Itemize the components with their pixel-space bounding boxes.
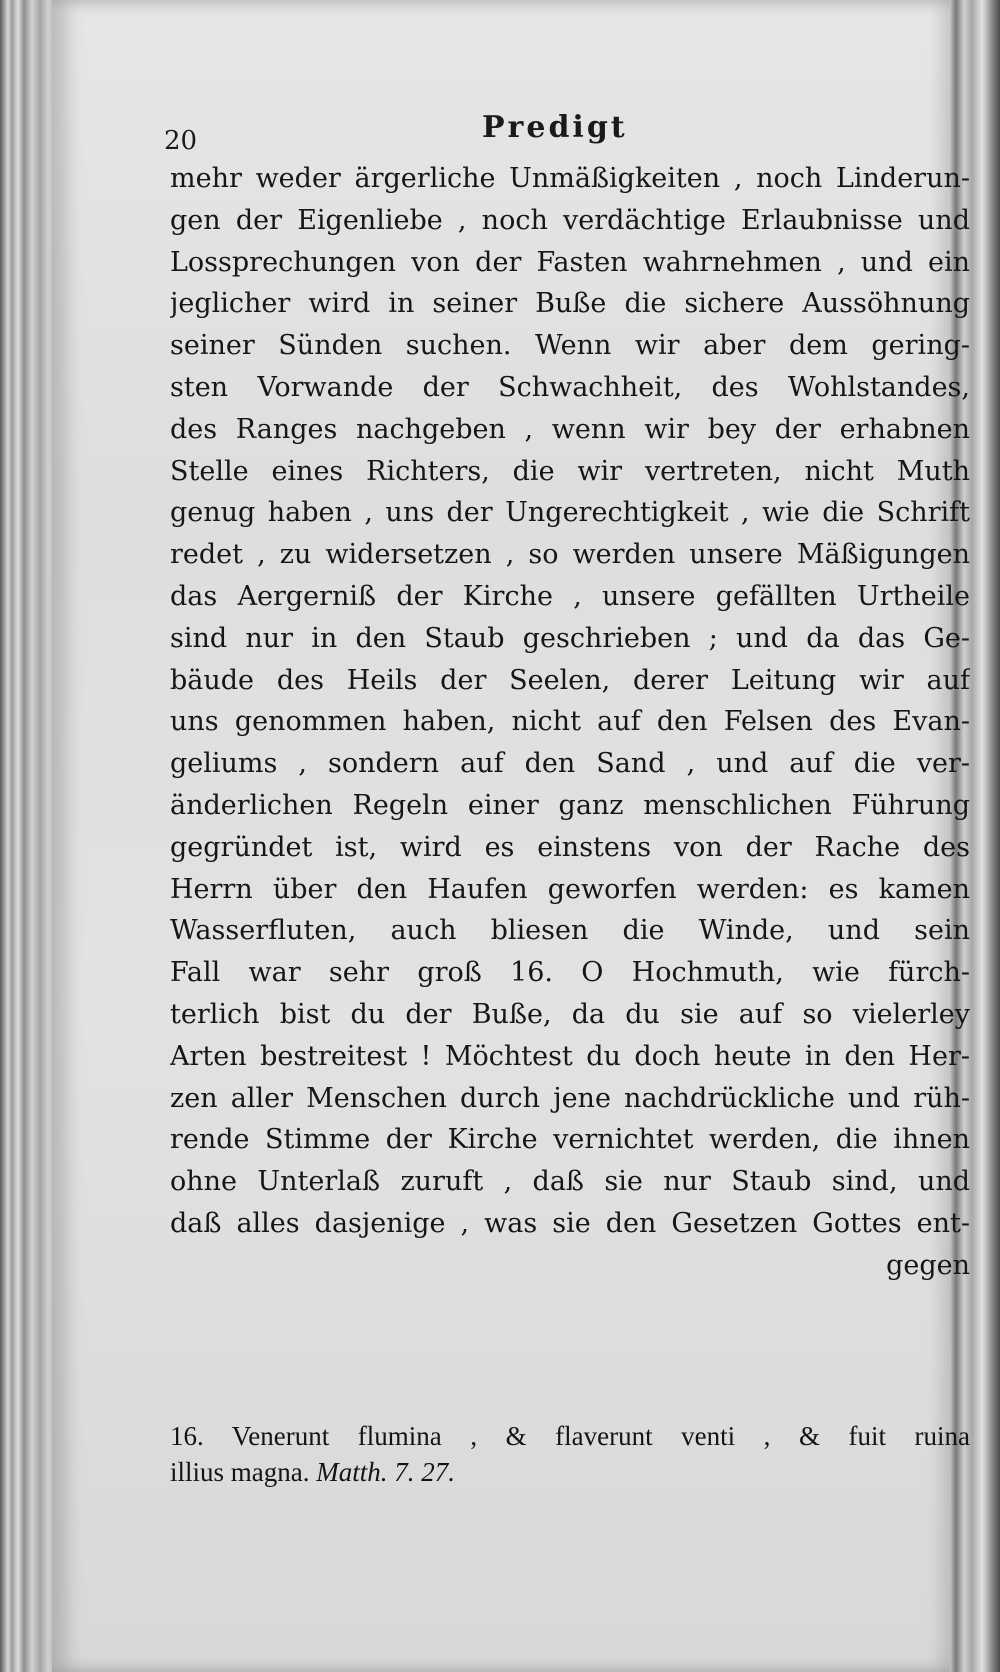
text-line: änderlichen Regeln einer ganz menschlichen Führung: [170, 789, 970, 821]
footnote-text: illius magna.: [170, 1457, 310, 1487]
text-line: ohne Unterlaß zuruft , daß sie nur Staub sind, und: [170, 1166, 970, 1198]
text-line: Fall war sehr groß 16. O Hochmuth, wie fürch-: [170, 957, 970, 989]
text-line: Arten bestreitest ! Möchtest du doch heute in den Her-: [170, 1040, 970, 1072]
text-line: seiner Sünden suchen. Wenn wir aber dem gering-: [170, 330, 970, 362]
text-line: des Ranges nachgeben , wenn wir bey der erhabnen: [170, 413, 970, 445]
text-line: gen der Eigenliebe , noch verdächtige Erlaubnisse und: [170, 204, 970, 236]
body-text: [170, 158, 970, 1287]
text-line: sind nur in den Staub geschrieben ; und da das Ge-: [170, 622, 970, 654]
text-line: uns genommen haben, nicht auf den Felsen des Evan-: [170, 706, 970, 738]
text-line: genug haben , uns der Ungerechtigkeit , wie die Schrift: [170, 497, 970, 529]
text-line: das Aergerniß der Kirche , unsere gefällten Urtheile: [170, 580, 970, 612]
text-line: jeglicher wird in seiner Buße die sichere Aussöhnung: [170, 288, 970, 320]
catchword: gegen: [886, 1249, 970, 1281]
footnote: [170, 1418, 970, 1490]
page-number: 20: [164, 126, 198, 156]
text-line: bäude des Heils der Seelen, derer Leitung wir auf: [170, 664, 970, 696]
footnote-reference: Matth. 7. 27.: [316, 1457, 455, 1487]
footnote-line: 16. Venerunt flumina , & flaverunt venti , & fuit ruina: [170, 1421, 970, 1451]
text-line: daß alles dasjenige , was sie den Gesetzen Gottes ent-: [170, 1207, 970, 1239]
text-line: redet , zu widersetzen , so werden unsere Mäßigungen: [170, 539, 970, 571]
text-line: Wasserfluten, auch bliesen die Winde, und sein: [170, 915, 970, 947]
text-line: Stelle eines Richters, die wir vertreten, nicht Muth: [170, 455, 970, 487]
text-line: mehr weder ärgerliche Unmäßigkeiten , noch Linderun-: [170, 163, 970, 194]
text-line: geliums , sondern auf den Sand , und auf die ver-: [170, 748, 970, 780]
running-head: Predigt: [482, 110, 628, 145]
text-line: Lossprechungen von der Fasten wahrnehmen , und ein: [170, 246, 970, 278]
text-line: terlich bist du der Buße, da du sie auf so vielerley: [170, 998, 970, 1030]
text-line: zen aller Menschen durch jene nachdrückliche und rüh-: [170, 1082, 970, 1114]
text-line: gegründet ist, wird es einstens von der Rache des: [170, 831, 970, 863]
text-line: rende Stimme der Kirche vernichtet werden, die ihnen: [170, 1124, 970, 1156]
text-line: Herrn über den Haufen geworfen werden: es kamen: [170, 873, 970, 905]
text-line: sten Vorwande der Schwachheit, des Wohlstandes,: [170, 371, 970, 403]
book-page: [52, 0, 970, 1672]
footnote-line: [170, 1454, 970, 1490]
